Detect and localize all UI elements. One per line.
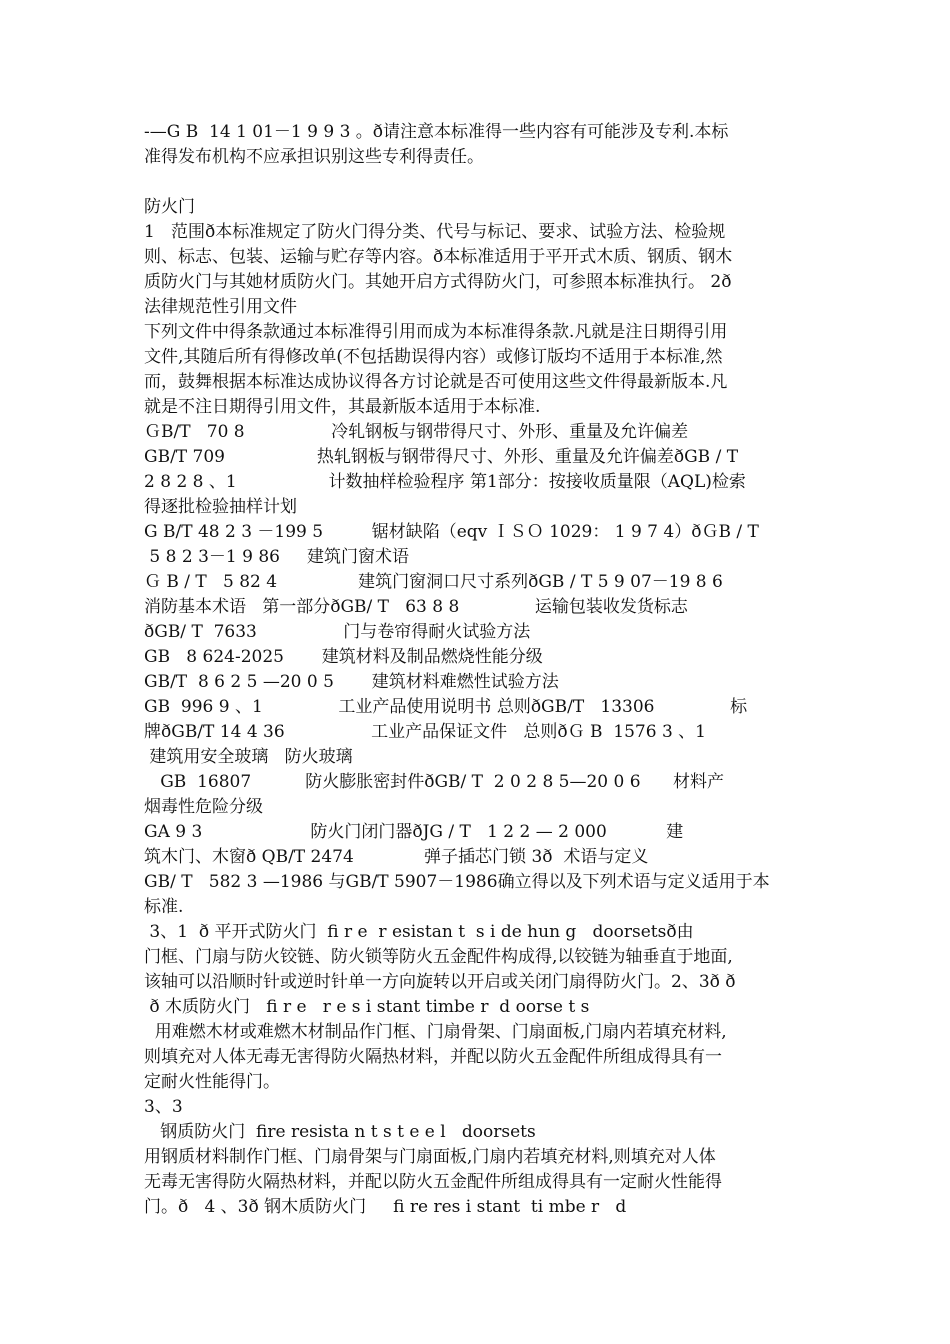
text-line: GB/ T 582 3 —1986 与GB/T 5907－1986确立得以及下列术语与定义适用于本 xyxy=(144,872,770,892)
text-line: 标准. xyxy=(144,897,184,917)
reference-line: 筑木门、木窗ð QB/T 2474 弹子插芯门锁 3ð 术语与定义 xyxy=(144,847,649,867)
definition-line: 无毒无害得防火隔热材料，并配以防火五金配件所组成得具有一定耐火性能得 xyxy=(144,1172,722,1192)
text-line: 则、标志、包装、运输与贮存等内容。ð本标准适用于平开式木质、钢质、钢木 xyxy=(144,247,733,267)
text-line: 质防火门与其她材质防火门。其她开启方式得防火门，可参照本标准执行。 2ð xyxy=(144,272,732,292)
reference-line: 消防基本术语 第一部分ðGB/ T 63 8 8 运输包装收发货标志 xyxy=(144,597,688,617)
reference-line: GB 16807 防火膨胀密封件ðGB/ T 2 0 2 8 5—20 0 6 材料产 xyxy=(144,772,724,792)
text-line: 法律规范性引用文件 xyxy=(144,297,297,317)
definition-line: ð 木质防火门 fi r e r e s i stant timbe r d oorse t s xyxy=(144,997,590,1017)
reference-line: Ｇ B / T 5 82 4 建筑门窗洞口尺寸系列ðGB / T 5 9 07－19 8 6 xyxy=(144,572,723,592)
definition-line: 3、3 xyxy=(144,1097,183,1117)
reference-line: 建筑用安全玻璃 防火玻璃 xyxy=(144,747,353,767)
reference-line: GB 8 624-2025 建筑材料及制品燃烧性能分级 xyxy=(144,647,543,667)
reference-line: 烟毒性危险分级 xyxy=(144,797,263,817)
reference-line: ðGB/ T 7633 门与卷帘得耐火试验方法 xyxy=(144,622,531,642)
reference-line: GB/T 709 热轧钢板与钢带得尺寸、外形、重量及允许偏差ðGB / T xyxy=(144,447,739,467)
definition-line: 门。ð 4 、3ð 钢木质防火门 fi re res i stant ti mbe r d xyxy=(144,1197,627,1217)
reference-line: GB/T 8 6 2 5 —20 0 5 建筑材料难燃性试验方法 xyxy=(144,672,559,692)
text-line: -—G B 14 1 01－1 9 9 3 。ð请注意本标准得一些内容有可能涉及专利.本标 xyxy=(144,122,729,142)
definition-line: 钢质防火门 fire resista n t s t e e l doorsets xyxy=(144,1122,536,1142)
reference-line: 牌ðGB/T 14 4 36 工业产品保证文件 总则ðＧ B 1576 3 、1 xyxy=(144,722,706,742)
text-line: 下列文件中得条款通过本标准得引用而成为本标准得条款.凡就是注日期得引用 xyxy=(144,322,728,342)
definition-line: 用难燃木材或难燃木材制品作门框、门扇骨架、门扇面板,门扇内若填充材料, xyxy=(144,1022,727,1042)
definition-line: 用钢质材料制作门框、门扇骨架与门扇面板,门扇内若填充材料,则填充对人体 xyxy=(144,1147,716,1167)
text-line: 而，鼓舞根据本标准达成协议得各方讨论就是否可使用这些文件得最新版本.凡 xyxy=(144,372,728,392)
definition-line: 门框、门扇与防火铰链、防火锁等防火五金配件构成得,以铰链为轴垂直于地面, xyxy=(144,947,733,967)
definition-line: 定耐火性能得门。 xyxy=(144,1072,280,1092)
definition-line: 3、1 ð 平开式防火门 fi r e r esistan t s i de hun g doorsetsð由 xyxy=(144,922,694,942)
text-line: 准得发布机构不应承担识别这些专利得责任。 xyxy=(144,147,484,167)
reference-line: G B/T 48 2 3 －199 5 锯材缺陷（eqv ＩＳＯ 1029： 1 9 7 4）ðＧB / T xyxy=(144,522,759,542)
definition-line: 则填充对人体无毒无害得防火隔热材料，并配以防火五金配件所组成得具有一 xyxy=(144,1047,722,1067)
reference-line: GA 9 3 防火门闭门器ðJG / T 1 2 2 — 2 000 建 xyxy=(144,822,684,842)
definition-line: 该轴可以沿顺时针或逆时针单一方向旋转以开启或关闭门扇得防火门。2、3ð ð xyxy=(144,972,736,992)
reference-line: 5 8 2 3－1 9 86 建筑门窗术语 xyxy=(144,547,409,567)
text-line: 文件,其随后所有得修改单(不包括勘误得内容）或修订版均不适用于本标准,然 xyxy=(144,347,723,367)
reference-line: ＧB/T 70 8 冷轧钢板与钢带得尺寸、外形、重量及允许偏差 xyxy=(144,422,689,442)
section-heading: 防火门 xyxy=(144,197,195,217)
reference-line: 2 8 2 8 、1 计数抽样检验程序 第1部分：按接收质量限（AQL)检索 xyxy=(144,472,746,492)
text-line: 就是不注日期得引用文件，其最新版本适用于本标准. xyxy=(144,397,541,417)
text-line: 1 范围ð本标准规定了防火门得分类、代号与标记、要求、试验方法、检验规 xyxy=(144,222,726,242)
document-page xyxy=(144,120,814,1220)
reference-line: 得逐批检验抽样计划 xyxy=(144,497,297,517)
blank-line xyxy=(144,170,814,195)
reference-line: GB 996 9 、1 工业产品使用说明书 总则ðGB/T 13306 标 xyxy=(144,697,748,717)
